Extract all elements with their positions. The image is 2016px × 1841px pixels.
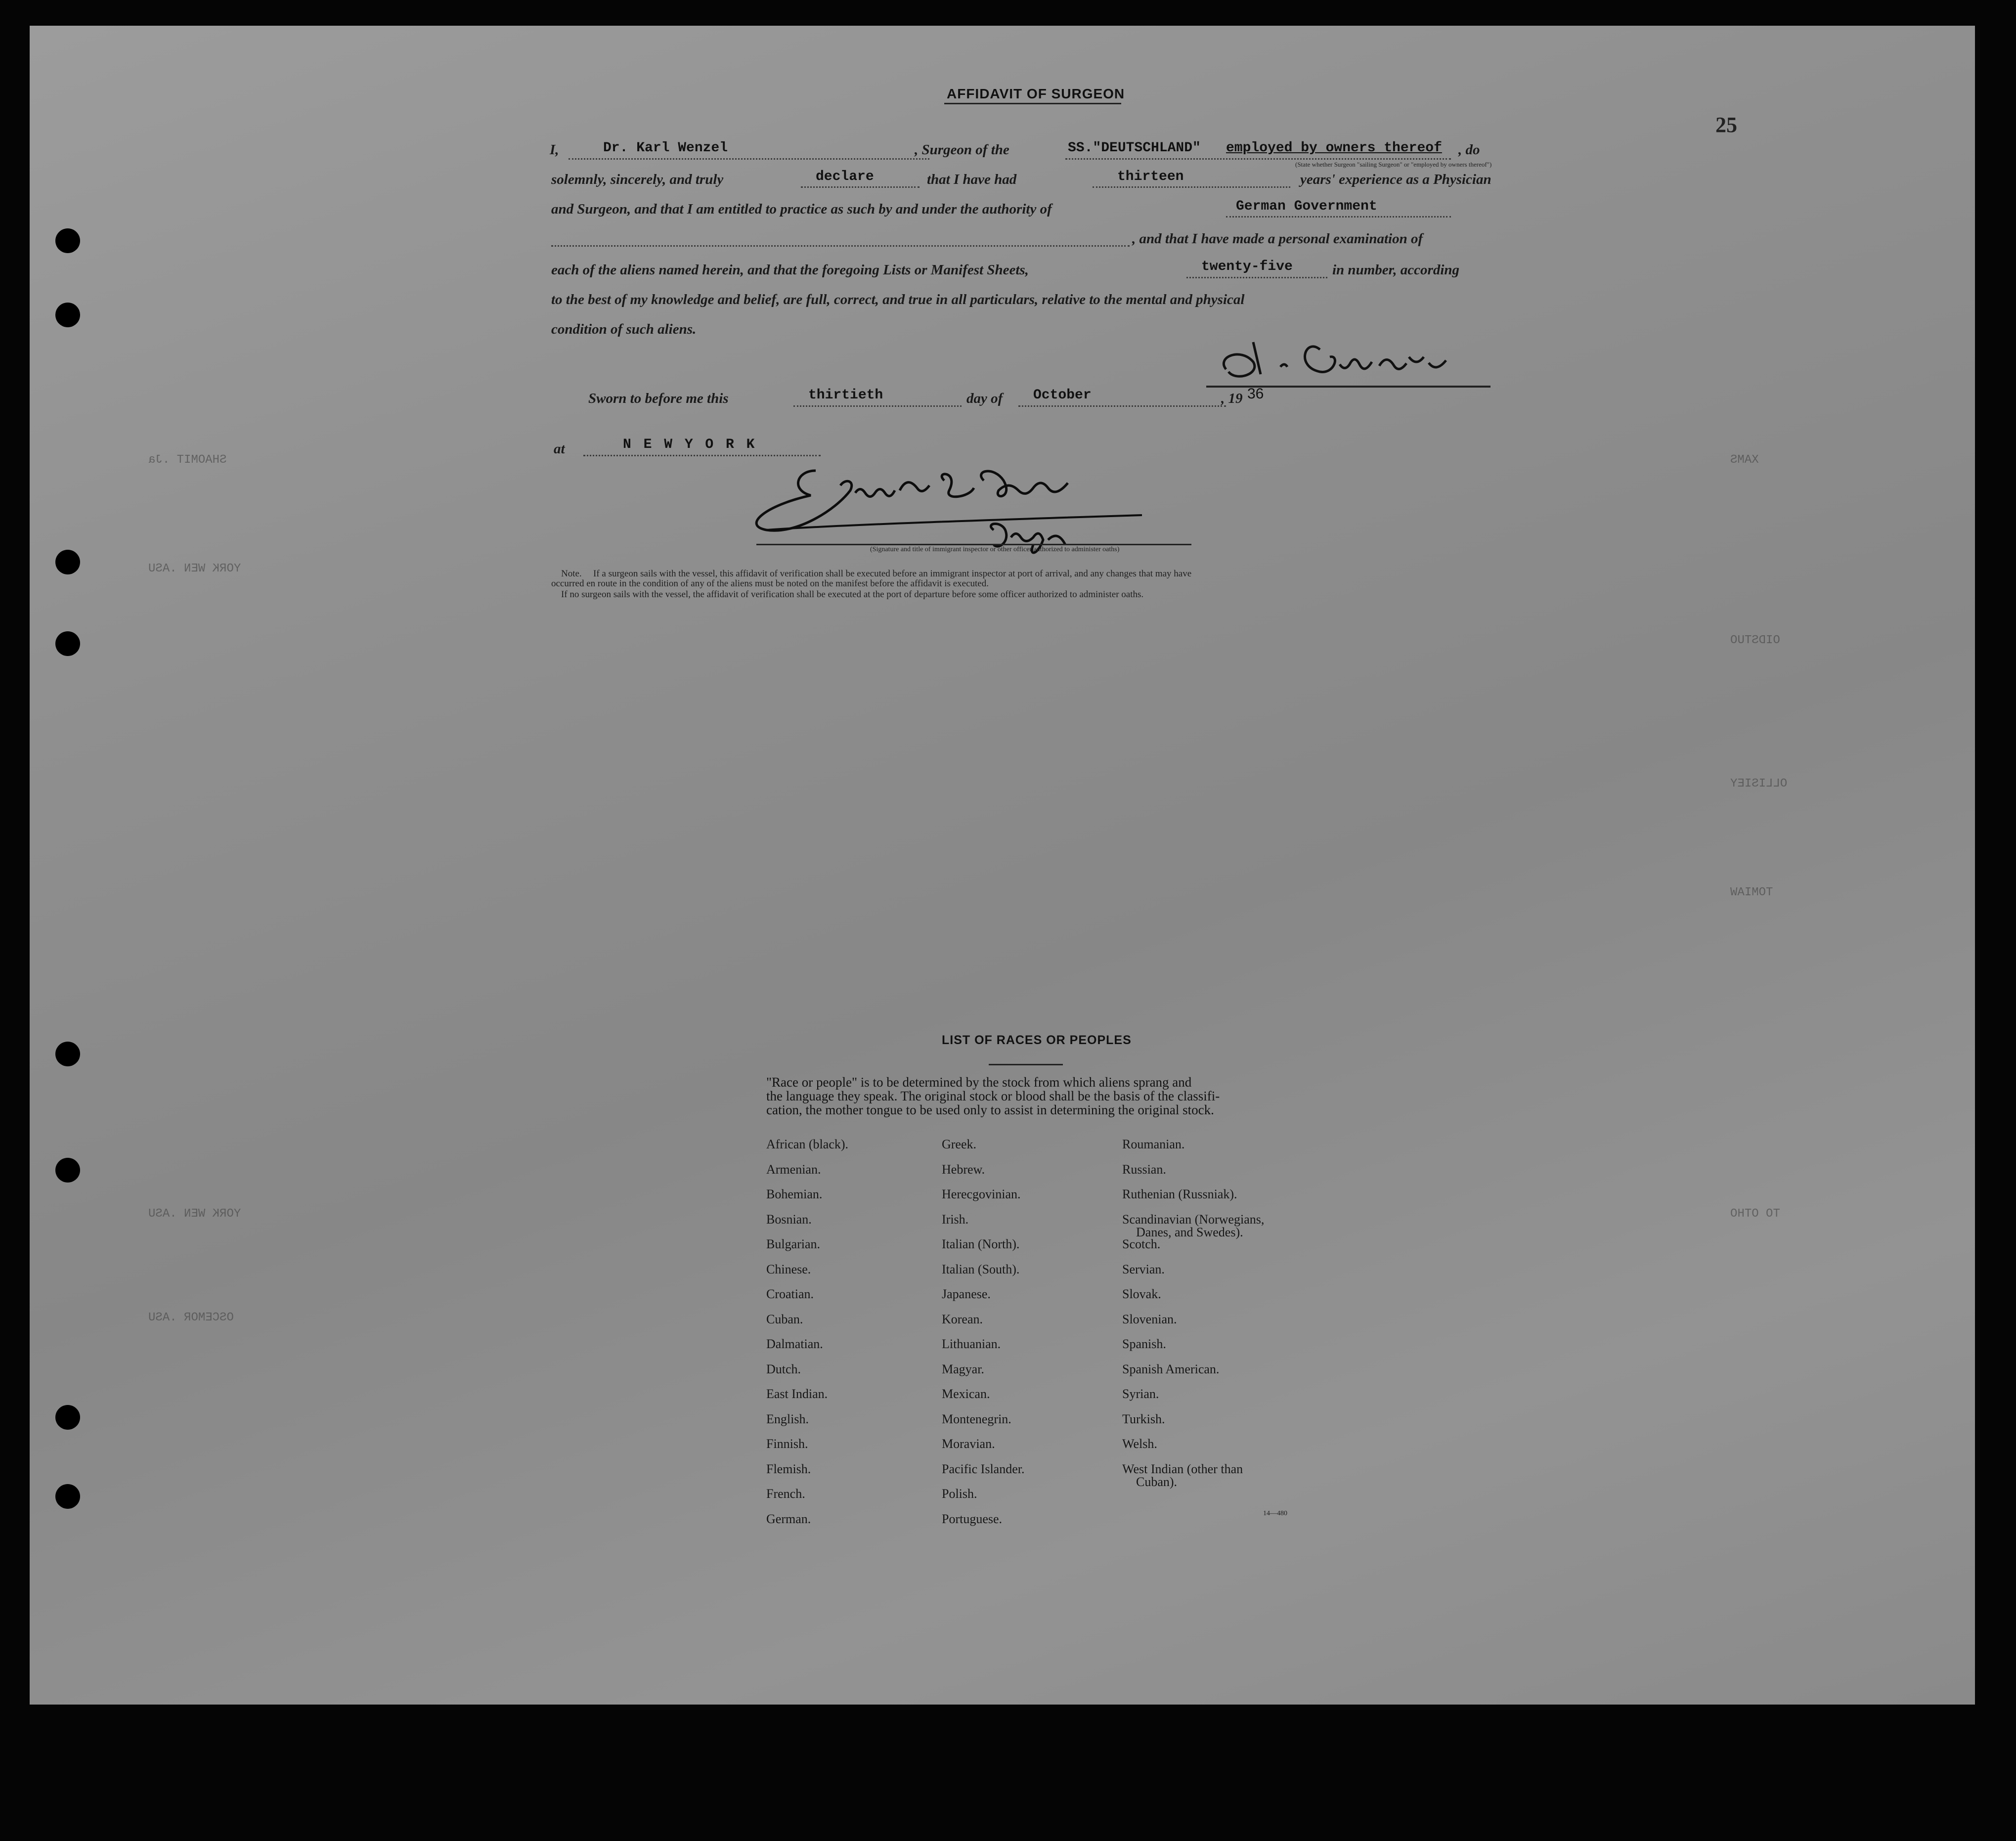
race-item: Slovak.	[1122, 1287, 1161, 1301]
affidavit-intro: I,	[550, 142, 559, 158]
race-item: Spanish American.	[1122, 1361, 1220, 1376]
race-item: English.	[766, 1411, 809, 1426]
bleed-through-text: YORK WEN .ASU	[148, 1207, 241, 1221]
punch-hole	[55, 1405, 80, 1430]
race-item: Croatian.	[766, 1287, 814, 1301]
note-text-1: If a surgeon sails with the vessel, this affidavit of verification shall be executed before an immigrant inspector at port of arrival, and any changes that may have	[593, 569, 1192, 579]
race-item: Dutch.	[766, 1361, 801, 1376]
bleed-through-text: SHAOMIT .Ja	[148, 453, 227, 467]
race-item: Moravian.	[942, 1437, 995, 1451]
manifest-sheet	[30, 26, 1975, 1705]
race-item: Danes, and Swedes).	[1136, 1225, 1243, 1239]
authority: German Government	[1236, 199, 1377, 214]
race-item: Welsh.	[1122, 1437, 1157, 1451]
race-item: Bulgarian.	[766, 1237, 821, 1251]
race-item: Ruthenian (Russniak).	[1122, 1187, 1237, 1201]
race-item: Scotch.	[1122, 1237, 1161, 1251]
note-text-3: If no surgeon sails with the vessel, the affidavit of verification shall be executed at the port of departure before some officer authorized to administer oaths.	[561, 589, 1144, 600]
race-item: Pacific Islander.	[942, 1461, 1025, 1476]
race-item: Greek.	[942, 1137, 977, 1151]
line2-start: solemnly, sincerely, and truly	[551, 172, 724, 187]
line1-end: , do	[1458, 142, 1480, 158]
declaration-line	[801, 186, 920, 188]
punch-hole	[55, 631, 80, 656]
races-intro-1: "Race or people" is to be determined by the stock from which aliens sprang and	[766, 1075, 1192, 1090]
race-item: Flemish.	[766, 1461, 811, 1476]
line5-end: in number, according	[1332, 262, 1460, 278]
races-intro-3: cation, the mother tongue to be used only to assist in determining the original stock.	[766, 1102, 1214, 1117]
surgeon-of-text: , Surgeon of the	[915, 142, 1009, 158]
race-item: Russian.	[1122, 1162, 1166, 1177]
bleed-through-text: YORK WEN .ASU	[148, 562, 241, 575]
races-title: LIST OF RACES OR PEOPLES	[942, 1033, 1132, 1047]
sworn-month: October	[1033, 388, 1092, 403]
race-item: Portuguese.	[942, 1511, 1003, 1526]
officer-signature-line	[756, 544, 1191, 545]
page-number: 25	[1715, 113, 1737, 137]
sheet-count-line	[1186, 277, 1327, 278]
line4-end: , and that I have made a personal examination of	[1132, 231, 1423, 247]
races-title-underline	[989, 1064, 1063, 1065]
punch-hole	[55, 550, 80, 574]
day-of-text: day of	[966, 391, 1003, 406]
race-item: Hebrew.	[942, 1162, 985, 1177]
officer-signature-caption: (Signature and title of immigrant inspector or other officer authorized to administer oaths)	[870, 546, 1120, 553]
race-item: Chinese.	[766, 1262, 811, 1276]
race-item: Irish.	[942, 1212, 969, 1227]
note-text-2: occurred en route in the condition of any of the aliens must be noted on the manifest before the affidavit is executed.	[551, 578, 989, 589]
line2-end: years' experience as a Physician	[1300, 172, 1491, 187]
employer-note: (State whether Surgeon "sailing Surgeon" or "employed by owners thereof")	[1295, 161, 1492, 168]
affidavit-title: AFFIDAVIT OF SURGEON	[947, 86, 1125, 101]
race-item: Bohemian.	[766, 1187, 823, 1201]
year-prefix: , 19	[1221, 391, 1243, 406]
race-item: Finnish.	[766, 1437, 808, 1451]
line2-mid: that I have had	[927, 172, 1017, 187]
race-item: Italian (South).	[942, 1262, 1020, 1276]
race-item: Polish.	[942, 1487, 977, 1501]
race-item: Syrian.	[1122, 1387, 1159, 1401]
race-item: African (black).	[766, 1137, 849, 1151]
years-line	[1093, 186, 1290, 188]
sworn-day: thirtieth	[808, 388, 883, 403]
bleed-through-text: OLLISIEY	[1730, 777, 1788, 790]
race-item: Spanish.	[1122, 1337, 1166, 1351]
surgeon-name: Dr. Karl Wenzel	[603, 140, 728, 156]
race-item: Roumanian.	[1122, 1137, 1185, 1151]
race-item: Bosnian.	[766, 1212, 812, 1227]
ship-line	[1065, 158, 1451, 160]
sheet-count: twenty-five	[1201, 259, 1293, 274]
race-item: Korean.	[942, 1312, 983, 1326]
ship-name: SS."DEUTSCHLAND"	[1068, 140, 1201, 156]
line6: to the best of my knowledge and belief, are full, correct, and true in all particulars, relative to the mental and physical	[551, 292, 1245, 307]
sworn-prefix: Sworn to before me this	[588, 391, 729, 406]
race-item: West Indian (other than	[1122, 1461, 1243, 1476]
years-experience: thirteen	[1117, 169, 1184, 184]
race-item: Cuban).	[1136, 1474, 1178, 1489]
surgeon-signature	[1206, 327, 1552, 394]
race-item: Magyar.	[942, 1361, 984, 1376]
punch-hole	[55, 1484, 80, 1509]
year-suffix: 36	[1247, 386, 1264, 402]
race-item: Cuban.	[766, 1312, 803, 1326]
sworn-place: N E W Y O R K	[623, 437, 757, 452]
sworn-month-line	[1018, 405, 1226, 407]
sworn-day-line	[793, 405, 962, 407]
punch-hole	[55, 228, 80, 253]
races-intro-2: the language they speak. The original stock or blood shall be the basis of the classifi-	[766, 1089, 1220, 1103]
race-item: Scandinavian (Norwegians,	[1122, 1212, 1265, 1227]
bleed-through-text: OSCEMOR .ASU	[148, 1311, 234, 1324]
at-label: at	[554, 441, 565, 457]
bleed-through-text: XAMS	[1730, 453, 1759, 467]
race-item: Japanese.	[942, 1287, 991, 1301]
line7: condition of such aliens.	[551, 321, 697, 337]
race-item: Armenian.	[766, 1162, 821, 1177]
declaration: declare	[816, 169, 874, 184]
form-number: 14—480	[1263, 1510, 1287, 1517]
punch-hole	[55, 1042, 80, 1066]
authority-line	[1226, 216, 1451, 218]
race-item: Servian.	[1122, 1262, 1165, 1276]
race-item: Montenegrin.	[942, 1411, 1011, 1426]
title-underline	[944, 103, 1121, 104]
race-item: French.	[766, 1487, 805, 1501]
race-item: Turkish.	[1122, 1411, 1165, 1426]
bleed-through-text: TO OTHO	[1730, 1207, 1780, 1221]
race-item: Lithuanian.	[942, 1337, 1001, 1351]
race-item: Slovenian.	[1122, 1312, 1177, 1326]
note-label: Note.	[561, 569, 582, 579]
authority-continuation-line	[551, 245, 1130, 247]
surgeon-name-line	[569, 158, 929, 160]
race-item: Dalmatian.	[766, 1337, 823, 1351]
race-item: German.	[766, 1511, 811, 1526]
line3-start: and Surgeon, and that I am entitled to practice as such by and under the authority of	[551, 201, 1052, 217]
bleed-through-text: OIDSTUO	[1730, 634, 1780, 647]
race-item: Italian (North).	[942, 1237, 1020, 1251]
race-item: East Indian.	[766, 1387, 828, 1401]
line5-start: each of the aliens named herein, and that the foregoing Lists or Manifest Sheets,	[551, 262, 1029, 278]
race-item: Herecgovinian.	[942, 1187, 1021, 1201]
race-item: Mexican.	[942, 1387, 990, 1401]
punch-hole	[55, 303, 80, 327]
employment-status: employed by owners thereof	[1226, 140, 1442, 156]
bleed-through-text: TOMIAW	[1730, 886, 1773, 899]
punch-hole	[55, 1158, 80, 1183]
